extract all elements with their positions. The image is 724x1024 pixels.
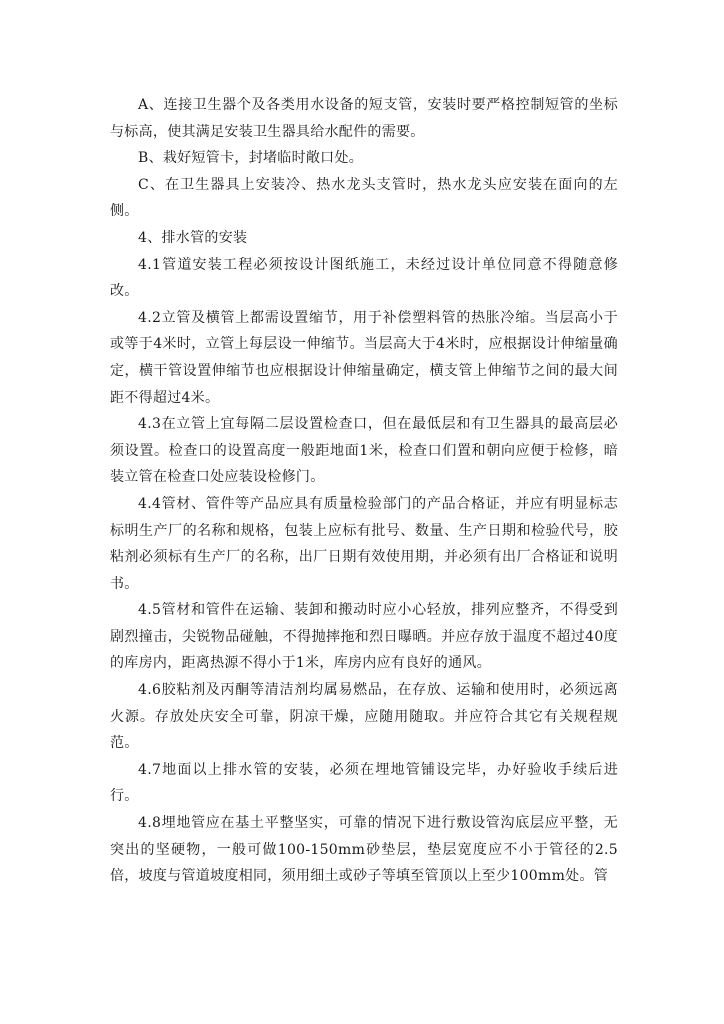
paragraph-4-6: 4.6胶粘剂及丙酮等清洁剂均属易燃品，在存放、运输和使用时，必须远离火源。存放处庆安全可靠，阴凉干燥，应随用随取。并应符合其它有关规程规范。 (110, 682, 618, 752)
paragraph-c-hot-water-tap: C、在卫生器具上安装冷、热水龙头支管时，热水龙头应安装在面向的左侧。 (110, 176, 618, 220)
paragraph-4-4: 4.4管材、管件等产品应具有质量检验部门的产品合格证，并应有明显标志标明生产厂的名称和规格，包装上应标有批号、数量、生产日期和检验代号，胶粘剂必须标有生产厂的名称，出厂日期有效使用期，并必须有出厂合格证和说明书。 (110, 495, 618, 592)
document-body (110, 92, 618, 890)
paragraph-4-1: 4.1管道安装工程必须按设计图纸施工，未经过设计单位同意不得随意修改。 (110, 256, 618, 300)
paragraph-4-8: 4.8埋地管应在基土平整坚实，可靠的情况下进行敷设管沟底层应平整，无突出的坚硬物，一般可做100-150mm砂垫层，垫层宽度应不小于管径的2.5倍，坡度与管道坡度相同，须用细土或砂子等填至管顶以上至少100mm处。管 (110, 815, 618, 885)
paragraph-b-pipe-clamp: B、栽好短管卡，封堵临时敞口处。 (138, 150, 364, 167)
paragraph-4-7: 4.7地面以上排水管的安装，必须在埋地管铺设完毕，办好验收手续后进行。 (110, 761, 618, 805)
paragraph-a-short-pipe: A、连接卫生器个及各类用水设备的短支管，安装时要严格控制短管的坐标与标高，使其满足安装卫生器具给水配件的需要。 (110, 97, 618, 140)
section-heading-drain-pipe: 4、排水管的安装 (138, 229, 248, 246)
paragraph-4-3: 4.3在立管上宜每隔二层设置检查口，但在最低层和有卫生器具的最高层必须设置。检查口的设置高度一般距地面1米，检查口们置和朝向应便于检修，暗装立管在检查口处应装设检修门。 (110, 416, 618, 486)
paragraph-4-5: 4.5管材和管件在运输、装卸和搬动时应小心轻放，排列应整齐，不得受到剧烈撞击，尖锐物品碰触，不得抛摔拖和烈日曝晒。并应存放于温度不超过40度的库房内，距离热源不得小于1米，库房内应有良好的通风。 (110, 602, 618, 672)
paragraph-4-2: 4.2立管及横管上都需设置缩节，用于补偿塑料管的热胀冷缩。当层高小于或等于4米时，立管上每层设一伸缩节。当层高大于4米时，应根据设计伸缩量确定，横干管设置伸缩节也应根据设计伸缩量确定，横支管上伸缩节之间的最大间距不得超过4米。 (110, 309, 618, 406)
